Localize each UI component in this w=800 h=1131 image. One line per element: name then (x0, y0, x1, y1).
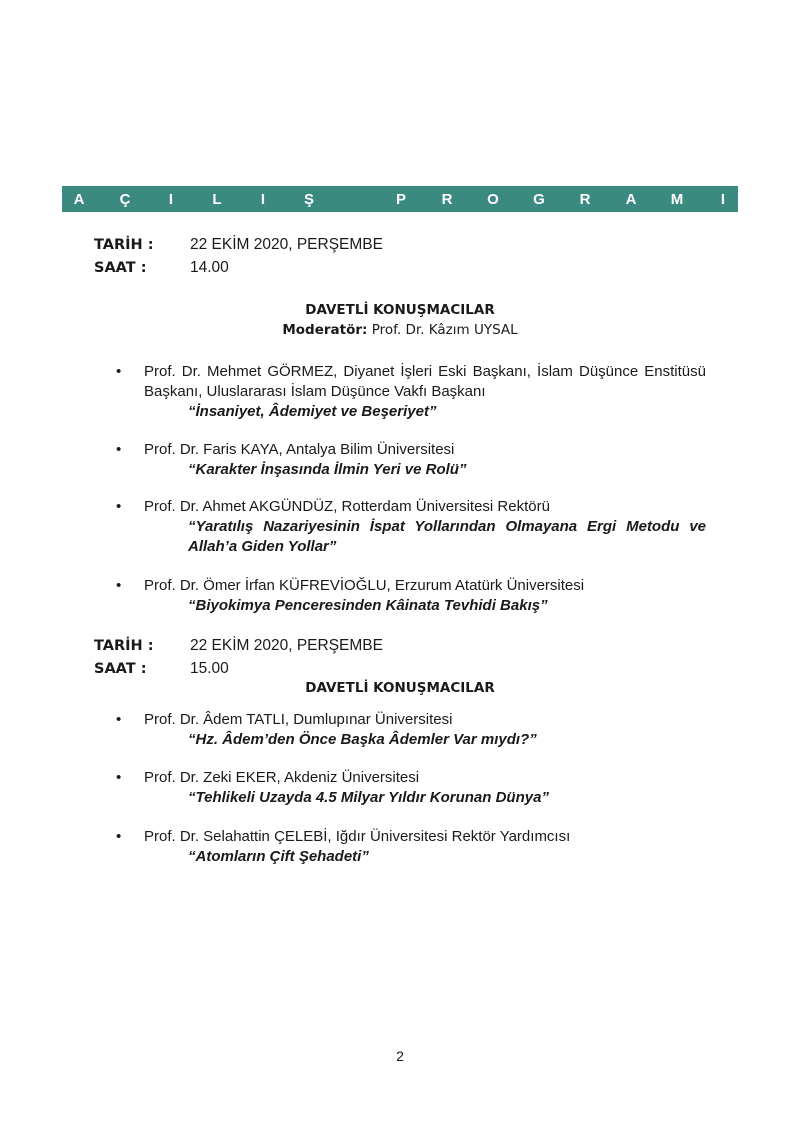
speaker-name: Prof. Dr. Zeki EKER, Akdeniz Üniversitesi (144, 769, 420, 786)
banner-letter: I (720, 190, 726, 208)
speaker-name: Prof. Dr. Faris KAYA, Antalya Bilim Üniversitesi (144, 441, 455, 458)
moderator-name: Prof. Dr. Kâzım UYSAL (371, 322, 518, 338)
time-label: SAAT : (94, 259, 147, 276)
banner-letter: Ç (119, 190, 131, 208)
time-value: 14.00 (190, 258, 229, 276)
date-value: 22 EKİM 2020, PERŞEMBE (190, 235, 383, 253)
speaker-name: Prof. Dr. Ahmet AKGÜNDÜZ, Rotterdam Üniversitesi Rektörü (144, 498, 550, 515)
banner-letter: O (487, 190, 499, 208)
banner-letter: L (212, 190, 222, 208)
bullet-icon: • (116, 441, 122, 458)
date-value: 22 EKİM 2020, PERŞEMBE (190, 636, 383, 654)
session2-meta (94, 634, 383, 680)
bullet-icon: • (116, 577, 122, 594)
section-banner-acilis-programi (62, 186, 738, 212)
page-number: 2 (396, 1048, 404, 1064)
banner-letter: R (579, 190, 591, 208)
invited-speakers-heading: DAVETLİ KONUŞMACILAR (305, 680, 495, 696)
bullet-icon: • (116, 363, 122, 380)
speaker-item (116, 710, 706, 750)
talk-title: “Atomların Çift Şehadeti” (188, 848, 369, 865)
time-label: SAAT : (94, 660, 147, 677)
speaker-item (116, 440, 706, 480)
speaker-item (116, 497, 706, 557)
banner-letter: A (625, 190, 637, 208)
bullet-icon: • (116, 711, 122, 728)
talk-title: “Biyokimya Penceresinden Kâinata Tevhidi Bakış” (188, 597, 548, 614)
speaker-name: Prof. Dr. Âdem TATLI, Dumlupınar Üniversitesi (144, 711, 453, 728)
talk-title: “Karakter İnşasında İlmin Yeri ve Rolü” (188, 461, 467, 478)
speaker-name: Prof. Dr. Selahattin ÇELEBİ, Iğdır Üniversitesi Rektör Yardımcısı (144, 828, 571, 845)
date-label: TARİH : (94, 637, 154, 654)
banner-letter: I (260, 190, 266, 208)
moderator-label: Moderatör: (282, 322, 368, 338)
banner-letter: A (73, 190, 85, 208)
banner-letter: M (670, 190, 684, 208)
time-value: 15.00 (190, 659, 229, 677)
speaker-name: Prof. Dr. Mehmet GÖRMEZ, Diyanet İşleri Eski Başkanı, İslam Düşünce Enstitüsü Başkanı, Uluslararası İslam Düşünce Vakfı Başkanı (144, 363, 706, 400)
speaker-item (116, 362, 706, 422)
speaker-name: Prof. Dr. Ömer İrfan KÜFREVİOĞLU, Erzurum Atatürk Üniversitesi (144, 577, 585, 594)
invited-speakers-heading: DAVETLİ KONUŞMACILAR (305, 302, 495, 318)
speaker-item (116, 768, 706, 808)
banner-letter: Ş (303, 190, 314, 208)
banner-letter: P (395, 190, 406, 208)
speaker-item (116, 827, 706, 867)
talk-title: “İnsaniyet, Âdemiyet ve Beşeriyet” (188, 403, 437, 420)
date-label: TARİH : (94, 236, 154, 253)
talk-title: “Yaratılış Nazariyesinin İspat Yollarından Olmayana Ergi Metodu ve Allah’a Giden Yollar” (188, 518, 706, 555)
moderator-line (0, 322, 800, 338)
session1-meta (94, 233, 383, 279)
bullet-icon: • (116, 828, 122, 845)
talk-title: “Hz. Âdem’den Önce Başka Âdemler Var mıydı?” (188, 731, 537, 748)
bullet-icon: • (116, 498, 122, 515)
banner-letter: G (533, 190, 545, 208)
banner-letter: R (441, 190, 453, 208)
talk-title: “Tehlikeli Uzayda 4.5 Milyar Yıldır Korunan Dünya” (188, 789, 549, 806)
speaker-item (116, 576, 706, 616)
bullet-icon: • (116, 769, 122, 786)
banner-letter: I (168, 190, 174, 208)
